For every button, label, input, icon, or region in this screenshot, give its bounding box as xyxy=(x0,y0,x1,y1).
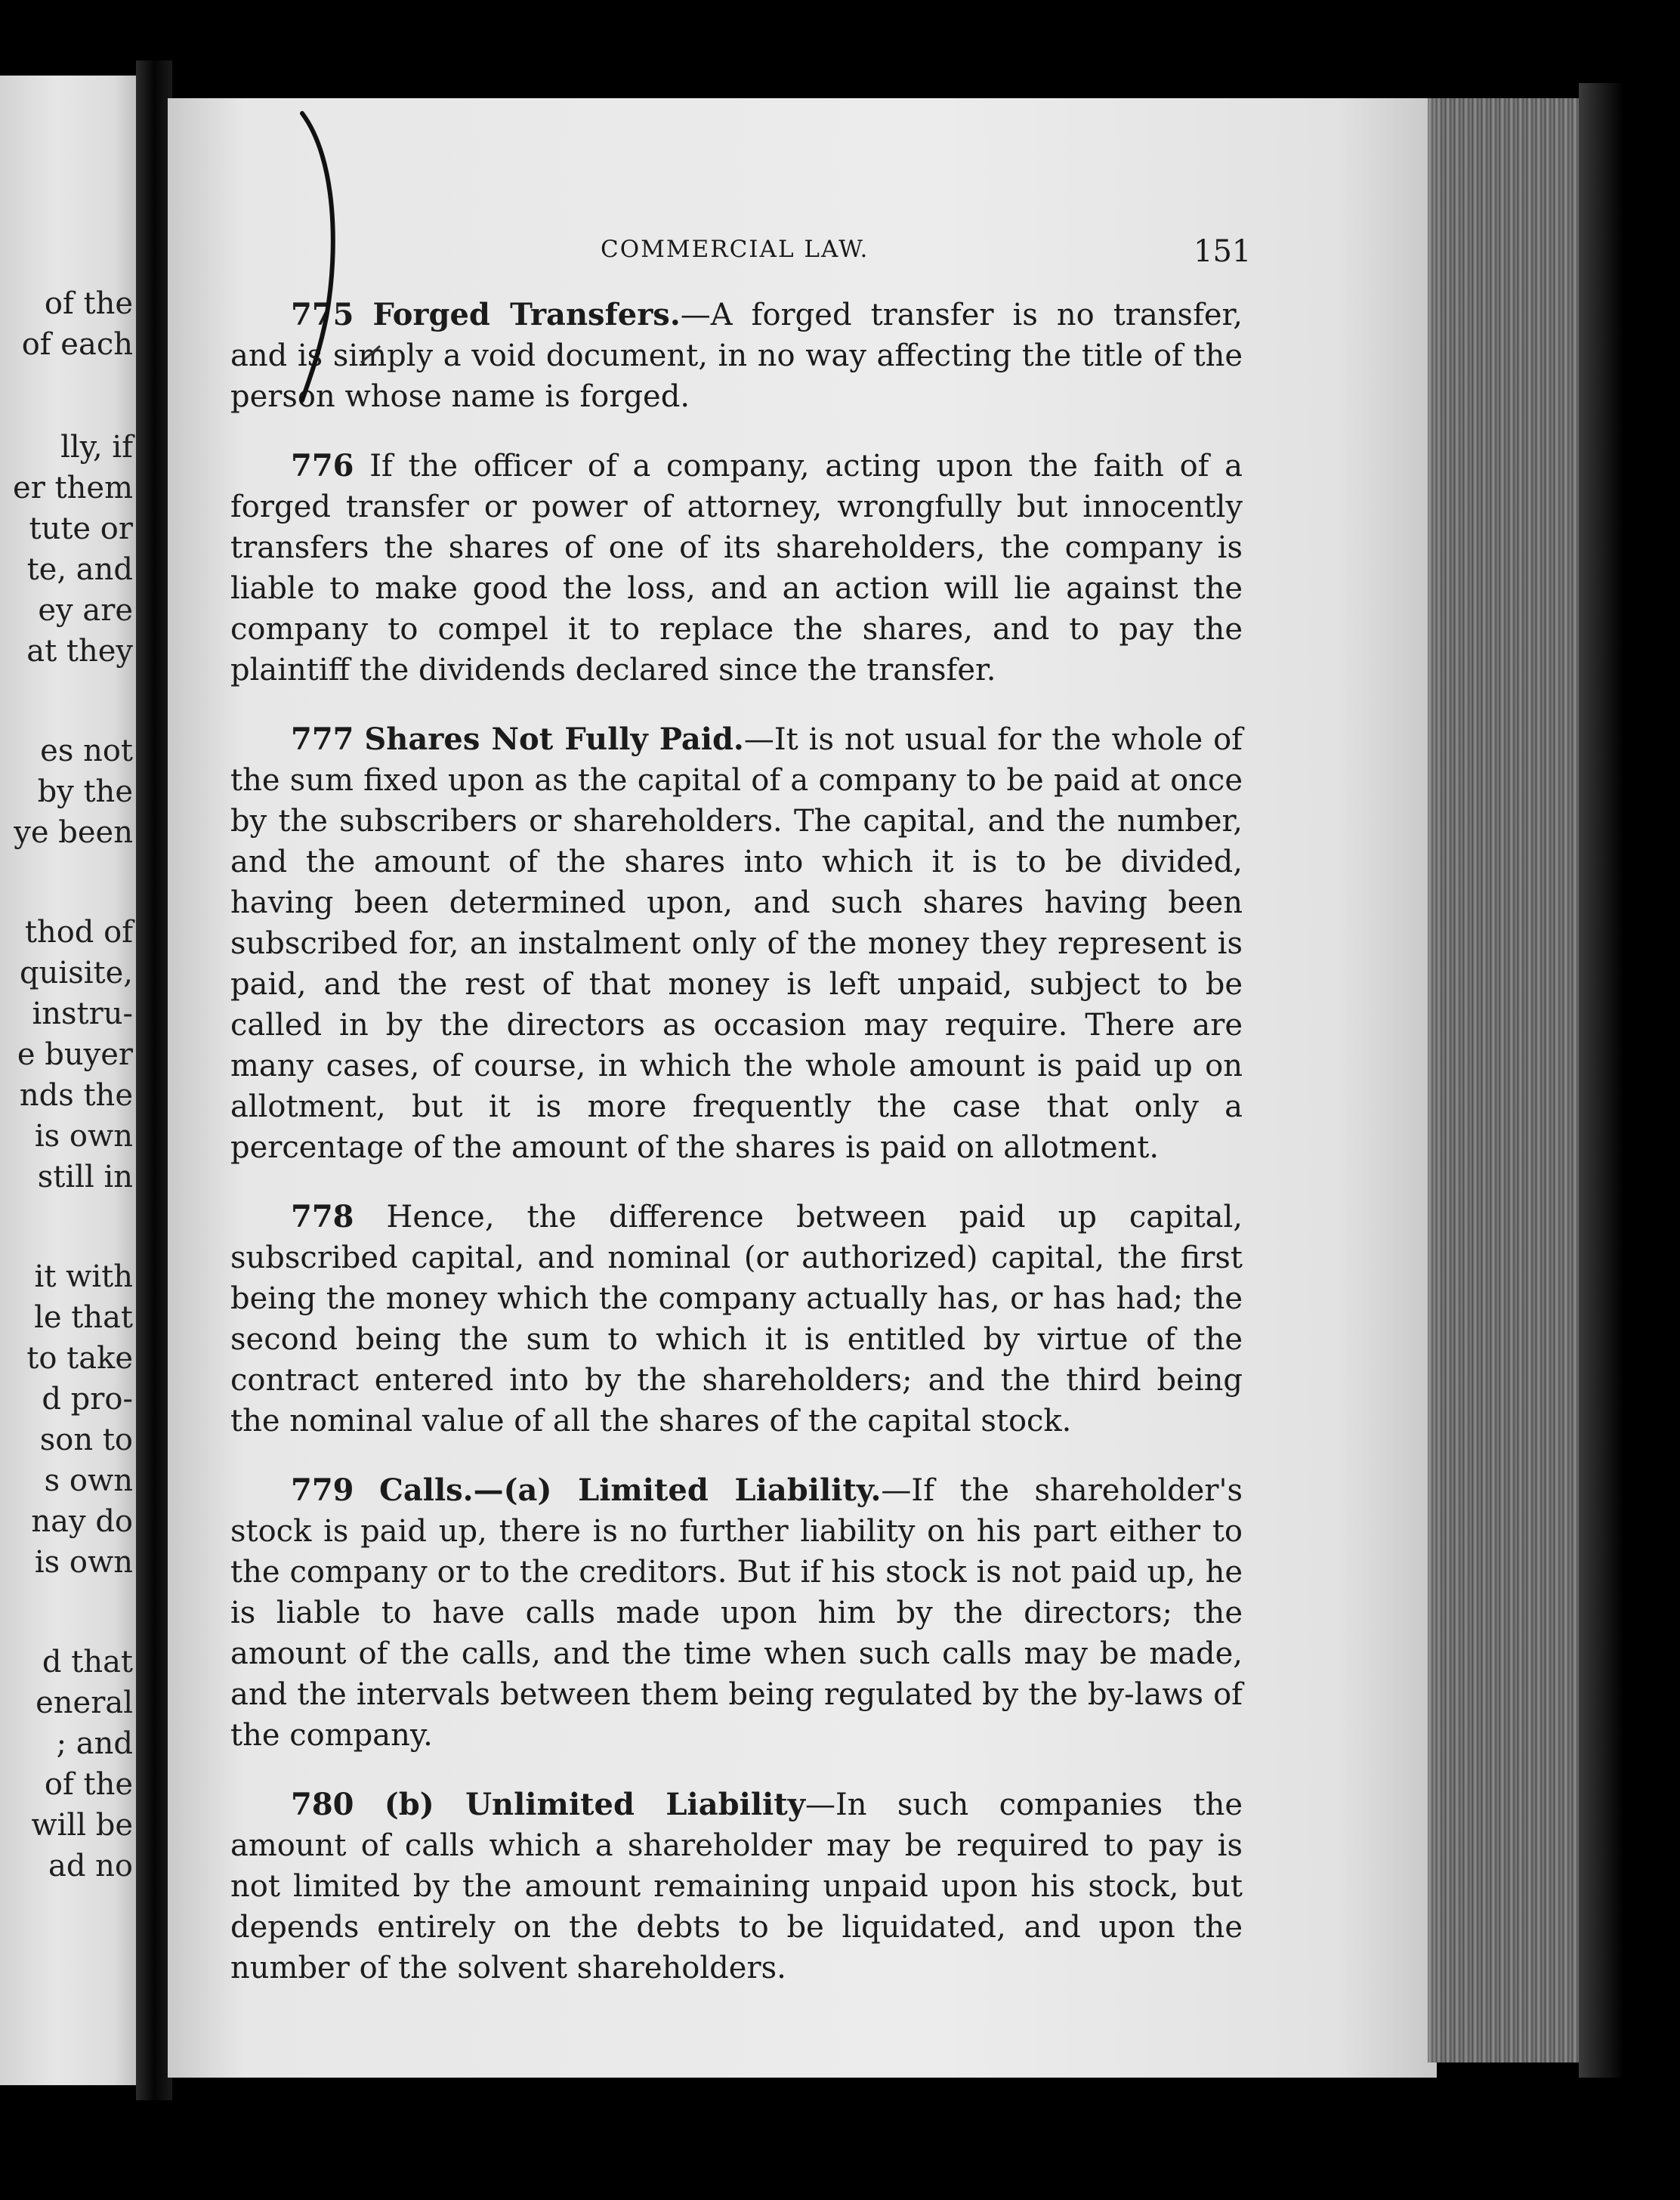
left-page-line: lly, if xyxy=(60,430,133,465)
paragraph-779 xyxy=(230,1470,1243,1756)
left-page-line: it with xyxy=(34,1259,133,1294)
left-page-line: le that xyxy=(34,1300,133,1335)
left-page-line: eneral xyxy=(36,1686,133,1720)
left-page-line: of the xyxy=(44,1767,133,1802)
paragraph-775 xyxy=(230,295,1243,417)
left-page-text-fragments xyxy=(0,76,142,2085)
left-page-line: e buyer xyxy=(17,1037,133,1072)
left-page-line: ; and xyxy=(56,1726,133,1761)
left-page-line: of the xyxy=(44,286,133,321)
paragraph-title: (b) Unlimited Liability xyxy=(384,1787,805,1822)
paragraph-number: 780 xyxy=(291,1787,354,1822)
paragraph-title: Shares Not Fully Paid. xyxy=(364,721,744,757)
left-page-line: te, and xyxy=(26,552,133,587)
left-page-line: by the xyxy=(37,774,133,809)
page-number: 151 xyxy=(1194,234,1252,269)
left-page-line: tute or xyxy=(29,511,133,546)
left-page-line: to take xyxy=(26,1341,133,1376)
paragraph-776 xyxy=(230,446,1243,691)
paragraph-text: Hence, the difference between paid up capital, subscribed capital, and nominal (or authorized) capital, the first being the money which the company actually has, or has had; the second being the sum to which it is entitled by virtue of the contract entered into by the shareholders; and the third being the nominal value of all the shares of the capital stock. xyxy=(230,1200,1243,1438)
paragraph-777 xyxy=(230,719,1243,1168)
left-page-line: still in xyxy=(37,1160,133,1194)
paragraph-780 xyxy=(230,1784,1243,1988)
book-gutter xyxy=(136,60,172,2100)
paragraph-text: —In such companies the amount of calls which a shareholder may be required to pay is not limited by the amount remaining unpaid upon his stock, but depends entirely on the debts to be liquidated, and upon the number of the solvent shareholders. xyxy=(230,1788,1243,1985)
left-page-line: es not xyxy=(40,734,133,768)
left-page-line: er them xyxy=(13,471,133,505)
left-page-line: ey are xyxy=(38,593,133,628)
left-page-line: is own xyxy=(34,1119,133,1154)
left-page-line: thod of xyxy=(24,915,133,950)
left-page-line: ad no xyxy=(48,1849,133,1883)
paragraph-number: 777 xyxy=(291,721,354,757)
paragraph-number: 779 xyxy=(291,1472,354,1508)
paragraph-number: 776 xyxy=(291,448,354,484)
page-edge-shadow xyxy=(1579,83,1624,2078)
left-page-line: instru- xyxy=(32,996,133,1031)
left-page-line: will be xyxy=(31,1808,133,1843)
left-page-line: nay do xyxy=(31,1504,133,1539)
left-page-line: nds the xyxy=(19,1078,133,1113)
left-page-line: son to xyxy=(39,1423,133,1457)
left-page-line: d that xyxy=(42,1645,133,1679)
paragraph-text: —A forged transfer is no transfer, and is simply a void document, in no way affecting the title of the person whose name is forged. xyxy=(230,298,1243,414)
left-page-line: s own xyxy=(44,1463,133,1498)
running-head: COMMERCIAL LAW. xyxy=(601,236,869,263)
facing-left-page xyxy=(0,76,142,2085)
paragraph-text: —If the shareholder's stock is paid up, there is no further liability on his part either to the company or to the creditors. But if his stock is not paid up, he is liable to have calls made upon him by the directors; the amount of the calls, and the time when such calls may be made, and the intervals between them being regulated by the by-laws of the company. xyxy=(230,1473,1243,1753)
left-page-line: is own xyxy=(34,1545,133,1580)
page-body xyxy=(230,295,1243,2017)
paragraph-778 xyxy=(230,1197,1243,1441)
paragraph-number: 778 xyxy=(291,1199,354,1234)
left-page-line: ye been xyxy=(14,815,133,850)
left-page-line: d pro- xyxy=(42,1382,133,1417)
paragraph-text: If the officer of a company, acting upon the faith of a forged transfer or power of attorney, wrongfully but innocently transfers the shares of one of its shareholders, the company is liable to make good the loss, and an action will lie against the company to compel it to replace the shares, and to pay the plaintiff the dividends declared since the transfer. xyxy=(230,449,1243,688)
paragraph-title: Calls.—(a) Limited Liability. xyxy=(379,1472,882,1508)
left-page-line: of each xyxy=(21,327,133,362)
left-page-line: at they xyxy=(26,634,133,669)
left-page-line: quisite, xyxy=(20,956,133,990)
paragraph-number: 775 xyxy=(291,297,354,332)
paragraph-text: —It is not usual for the whole of the sum fixed upon as the capital of a company to be paid at once by the subscribers or shareholders. The capital, and the number, and the amount of the shares into which it is to be divided, having been determined upon, and such shares having been subscribed for, an instalment only of the money they represent is paid, and the rest of that money is left unpaid, subject to be called in by the directors as occasion may require. There are many cases, of course, in which the whole amount is paid up on allotment, but it is more frequently the case that only a percentage of the amount of the shares is paid on allotment. xyxy=(230,722,1243,1165)
paragraph-title: Forged Transfers. xyxy=(372,297,681,332)
